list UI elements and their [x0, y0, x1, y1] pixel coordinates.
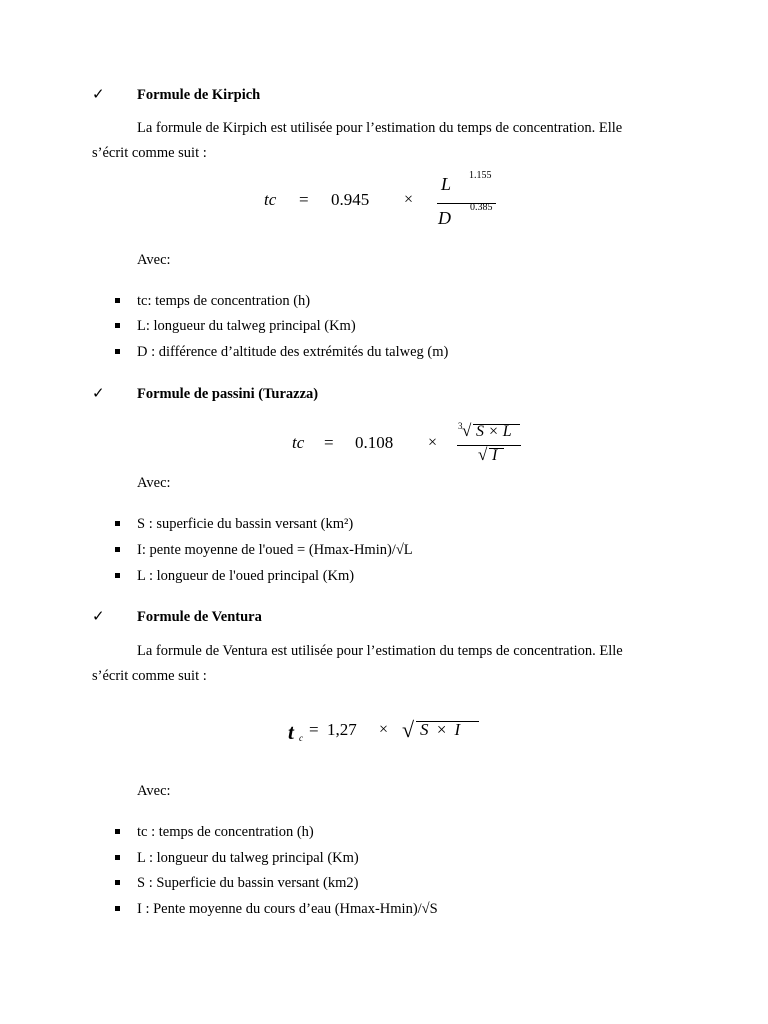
- radicand: S × I: [420, 720, 461, 739]
- formula-times: ×: [379, 721, 389, 738]
- formula-equals: =: [309, 720, 319, 739]
- kirpich-intro-line1: La formule de Kirpich est utilisée pour l’estimation du temps de concentration. Elle: [137, 120, 623, 136]
- ventura-intro-line1: La formule de Ventura est utilisée pour l’estimation du temps de concentration. Elle: [137, 643, 623, 659]
- formula-numerator: L: [441, 174, 452, 194]
- list-item: I : Pente moyenne du cours d’eau (Hmax-Hmin)/√S: [137, 901, 438, 917]
- formula-coefficient: 0.945: [331, 190, 370, 209]
- bullet-icon: [115, 323, 120, 328]
- formula-lhs: tc: [264, 190, 277, 209]
- list-item: tc : temps de concentration (h): [137, 824, 314, 840]
- bullet-icon: [115, 349, 120, 354]
- formula-times: ×: [428, 434, 438, 451]
- bullet-icon: [115, 521, 120, 526]
- list-item: L : longueur du talweg principal (Km): [137, 850, 359, 866]
- denominator-radicand: I: [492, 447, 498, 464]
- list-item: tc: temps de concentration (h): [137, 293, 311, 309]
- bullet-icon: [115, 573, 120, 578]
- checkmark-icon: ✓: [92, 85, 105, 103]
- formula-lhs-subscript: c: [299, 733, 303, 743]
- passini-avec: Avec:: [137, 475, 171, 491]
- kirpich-avec: Avec:: [137, 252, 171, 268]
- list-item: S : superficie du bassin versant (km²): [137, 516, 354, 532]
- formula-lhs: t: [288, 720, 294, 744]
- bullet-icon: [115, 906, 120, 911]
- section-title-kirpich: Formule de Kirpich: [137, 87, 261, 103]
- sqrt-icon: √: [402, 717, 415, 742]
- root-index: 3: [458, 421, 463, 431]
- formula-times: ×: [404, 191, 414, 208]
- formula-denominator: D: [438, 208, 451, 228]
- formula-numerator-exponent: 1.155: [469, 170, 492, 181]
- sqrt-icon: √: [478, 445, 488, 464]
- cube-root-icon: √: [462, 421, 472, 440]
- formula-coefficient: 0.108: [355, 433, 394, 452]
- section-title-ventura: Formule de Ventura: [137, 609, 262, 625]
- list-item: L : longueur de l'oued principal (Km): [137, 568, 355, 584]
- ventura-intro-line2: s’écrit comme suit :: [92, 668, 207, 684]
- bullet-icon: [115, 855, 120, 860]
- formula-denominator-exponent: 0.385: [470, 202, 493, 213]
- bullet-icon: [115, 829, 120, 834]
- formula-equals: =: [324, 433, 334, 452]
- checkmark-icon: ✓: [92, 607, 105, 625]
- fraction-bar: [457, 445, 521, 446]
- checkmark-icon: ✓: [92, 384, 105, 402]
- bullet-icon: [115, 880, 120, 885]
- list-item: L: longueur du talweg principal (Km): [137, 318, 356, 334]
- formula-coefficient: 1,27: [327, 720, 357, 739]
- list-item: S : Superficie du bassin versant (km2): [137, 875, 359, 891]
- kirpich-intro-line2: s’écrit comme suit :: [92, 145, 207, 161]
- bullet-icon: [115, 547, 120, 552]
- formula-equals: =: [299, 190, 309, 209]
- list-item: D : différence d’altitude des extrémités du talweg (m): [137, 344, 449, 360]
- list-item: I: pente moyenne de l'oued = (Hmax-Hmin)/√L: [137, 542, 413, 558]
- ventura-avec: Avec:: [137, 783, 171, 799]
- numerator-radicand: S × L: [476, 423, 512, 440]
- bullet-icon: [115, 298, 120, 303]
- formula-lhs: tc: [292, 433, 305, 452]
- section-title-passini: Formule de passini (Turazza): [137, 386, 319, 402]
